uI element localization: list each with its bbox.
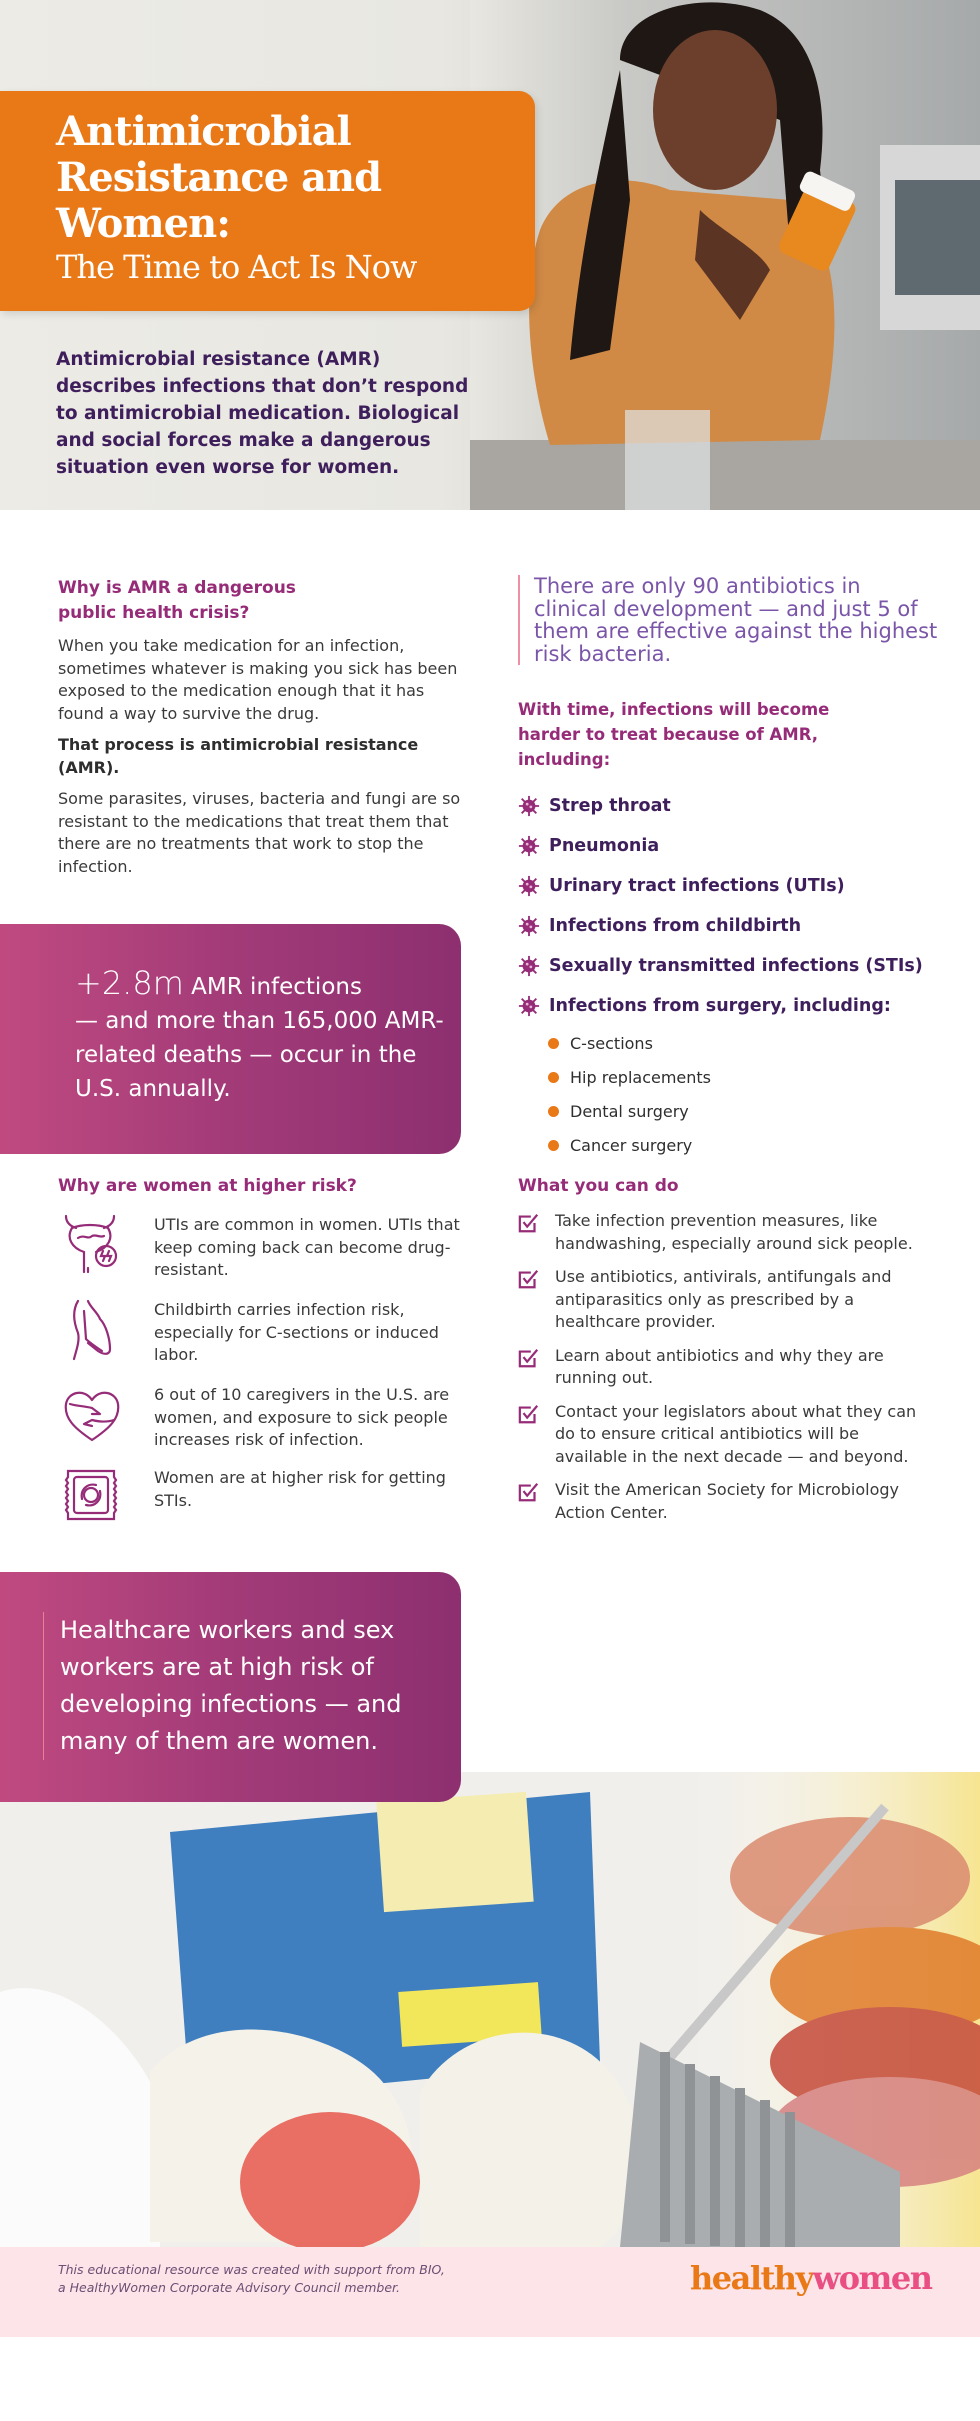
list-item: Dental surgery bbox=[548, 1094, 711, 1128]
workers-risk-callout bbox=[0, 1572, 461, 1802]
lab-photo bbox=[0, 1772, 980, 2247]
stat-text-line1: AMR infections bbox=[183, 974, 362, 1000]
list-item bbox=[62, 1384, 482, 1467]
higher-risk-list bbox=[62, 1214, 482, 1552]
logo-part-healthy: healthy bbox=[690, 2259, 813, 2297]
logo-part-women: women bbox=[812, 2259, 932, 2297]
virus-icon bbox=[518, 795, 540, 817]
risk-text: Childbirth carries infection risk, especially for C-sections or induced labor. bbox=[154, 1300, 439, 1364]
virus-icon bbox=[518, 955, 540, 977]
antibiotics-pull-quote: There are only 90 antibiotics in clinical development — and just 5 of them are effective against the highest risk bacteria. bbox=[518, 575, 938, 665]
page-title-line2: Resistance and bbox=[56, 154, 382, 201]
checkbox-checked-icon bbox=[518, 1481, 540, 1503]
list-item bbox=[62, 1467, 482, 1552]
list-item: Contact your legislators about what they can do to ensure critical antibiotics will be available in the next decade — and beyond. bbox=[518, 1401, 928, 1469]
healthywomen-logo[interactable] bbox=[690, 2259, 932, 2297]
checkbox-checked-icon bbox=[518, 1347, 540, 1369]
risk-text: Women are at higher risk for getting STIs. bbox=[154, 1468, 446, 1510]
list-item: Strep throat bbox=[518, 786, 958, 826]
harder-to-treat-heading: With time, infections will become harder to treat because of AMR, including: bbox=[518, 700, 830, 769]
list-item bbox=[62, 1299, 482, 1384]
sponsor-credit bbox=[58, 2261, 445, 2297]
caregiving-heart-icon bbox=[62, 1384, 132, 1446]
action-checklist bbox=[518, 1210, 928, 1535]
footer bbox=[0, 2247, 980, 2337]
bullet-dot-icon bbox=[548, 1038, 559, 1049]
title-banner bbox=[0, 91, 535, 311]
lab-photo-illustration bbox=[0, 1772, 980, 2247]
list-item: Pneumonia bbox=[518, 826, 958, 866]
crisis-paragraph-3: Some parasites, viruses, bacteria and fungi are so resistant to the medications that treat them that there are no treatments that work to stop the infection. bbox=[58, 789, 461, 876]
list-item: Use antibiotics, antivirals, antifungals and antiparasitics only as prescribed by a healthcare provider. bbox=[518, 1266, 928, 1334]
list-item: Sexually transmitted infections (STIs) bbox=[518, 946, 958, 986]
list-item: Visit the American Society for Microbiology Action Center. bbox=[518, 1479, 928, 1524]
list-item: C-sections bbox=[548, 1026, 711, 1060]
checkbox-checked-icon bbox=[518, 1268, 540, 1290]
bullet-dot-icon bbox=[548, 1106, 559, 1117]
virus-icon bbox=[518, 875, 540, 897]
virus-icon bbox=[518, 995, 540, 1017]
stat-text-rest: — and more than 165,000 AMR-related deaths — occur in the U.S. annually. bbox=[75, 1008, 444, 1102]
list-item: Infections from surgery, including: bbox=[518, 986, 958, 1026]
page-title-line3: Women: bbox=[56, 200, 230, 247]
crisis-heading-line1: Why is AMR a dangerous bbox=[58, 578, 296, 598]
checkbox-checked-icon bbox=[518, 1212, 540, 1234]
infections-list bbox=[518, 786, 958, 1026]
hero-photo bbox=[470, 0, 980, 510]
page-title-line1: Antimicrobial bbox=[56, 108, 351, 155]
credit-line2: a HealthyWomen Corporate Advisory Council member. bbox=[58, 2280, 400, 2295]
bladder-icon bbox=[62, 1214, 132, 1276]
hero-section bbox=[0, 0, 980, 510]
page-subtitle: The Time to Act Is Now bbox=[56, 248, 417, 286]
pregnancy-icon bbox=[62, 1299, 132, 1361]
list-item: Infections from childbirth bbox=[518, 906, 958, 946]
list-item: Hip replacements bbox=[548, 1060, 711, 1094]
condom-icon bbox=[62, 1467, 132, 1529]
bullet-dot-icon bbox=[548, 1072, 559, 1083]
crisis-heading bbox=[58, 576, 468, 626]
what-you-can-do-heading: What you can do bbox=[518, 1176, 679, 1196]
higher-risk-heading: Why are women at higher risk? bbox=[58, 1176, 357, 1196]
list-item bbox=[62, 1214, 482, 1299]
virus-icon bbox=[518, 835, 540, 857]
virus-icon bbox=[518, 915, 540, 937]
list-item: Take infection prevention measures, like handwashing, especially around sick people. bbox=[518, 1210, 928, 1255]
crisis-paragraph-1: When you take medication for an infection, sometimes whatever is making you sick has been exposed to the medication enough that it has found a way to survive the drug. bbox=[58, 636, 458, 723]
list-item: Cancer surgery bbox=[548, 1128, 711, 1162]
bullet-dot-icon bbox=[548, 1140, 559, 1151]
crisis-paragraph-2: That process is antimicrobial resistance (AMR). bbox=[58, 735, 419, 777]
crisis-heading-line2: public health crisis? bbox=[58, 603, 250, 623]
surgery-subitems-list bbox=[548, 1026, 711, 1162]
checkbox-checked-icon bbox=[518, 1403, 540, 1425]
stat-big-number: +2.8m bbox=[75, 964, 184, 1002]
list-item: Learn about antibiotics and why they are running out. bbox=[518, 1345, 928, 1390]
crisis-section bbox=[58, 576, 468, 878]
risk-text: 6 out of 10 caregivers in the U.S. are women, and exposure to sick people increases risk of infection. bbox=[154, 1385, 450, 1449]
amr-stat-callout bbox=[0, 924, 461, 1154]
risk-text: UTIs are common in women. UTIs that keep coming back can become drug-resistant. bbox=[154, 1215, 460, 1279]
workers-risk-text: Healthcare workers and sex workers are at high risk of developing infections — and many of them are women. bbox=[43, 1612, 443, 1760]
intro-paragraph: Antimicrobial resistance (AMR) describes infections that don’t respond to antimicrobial medication. Biological and social forces make a dangerous situation even worse for women. bbox=[56, 349, 469, 478]
credit-line1: This educational resource was created with support from BIO, bbox=[58, 2262, 445, 2277]
list-item: Urinary tract infections (UTIs) bbox=[518, 866, 958, 906]
